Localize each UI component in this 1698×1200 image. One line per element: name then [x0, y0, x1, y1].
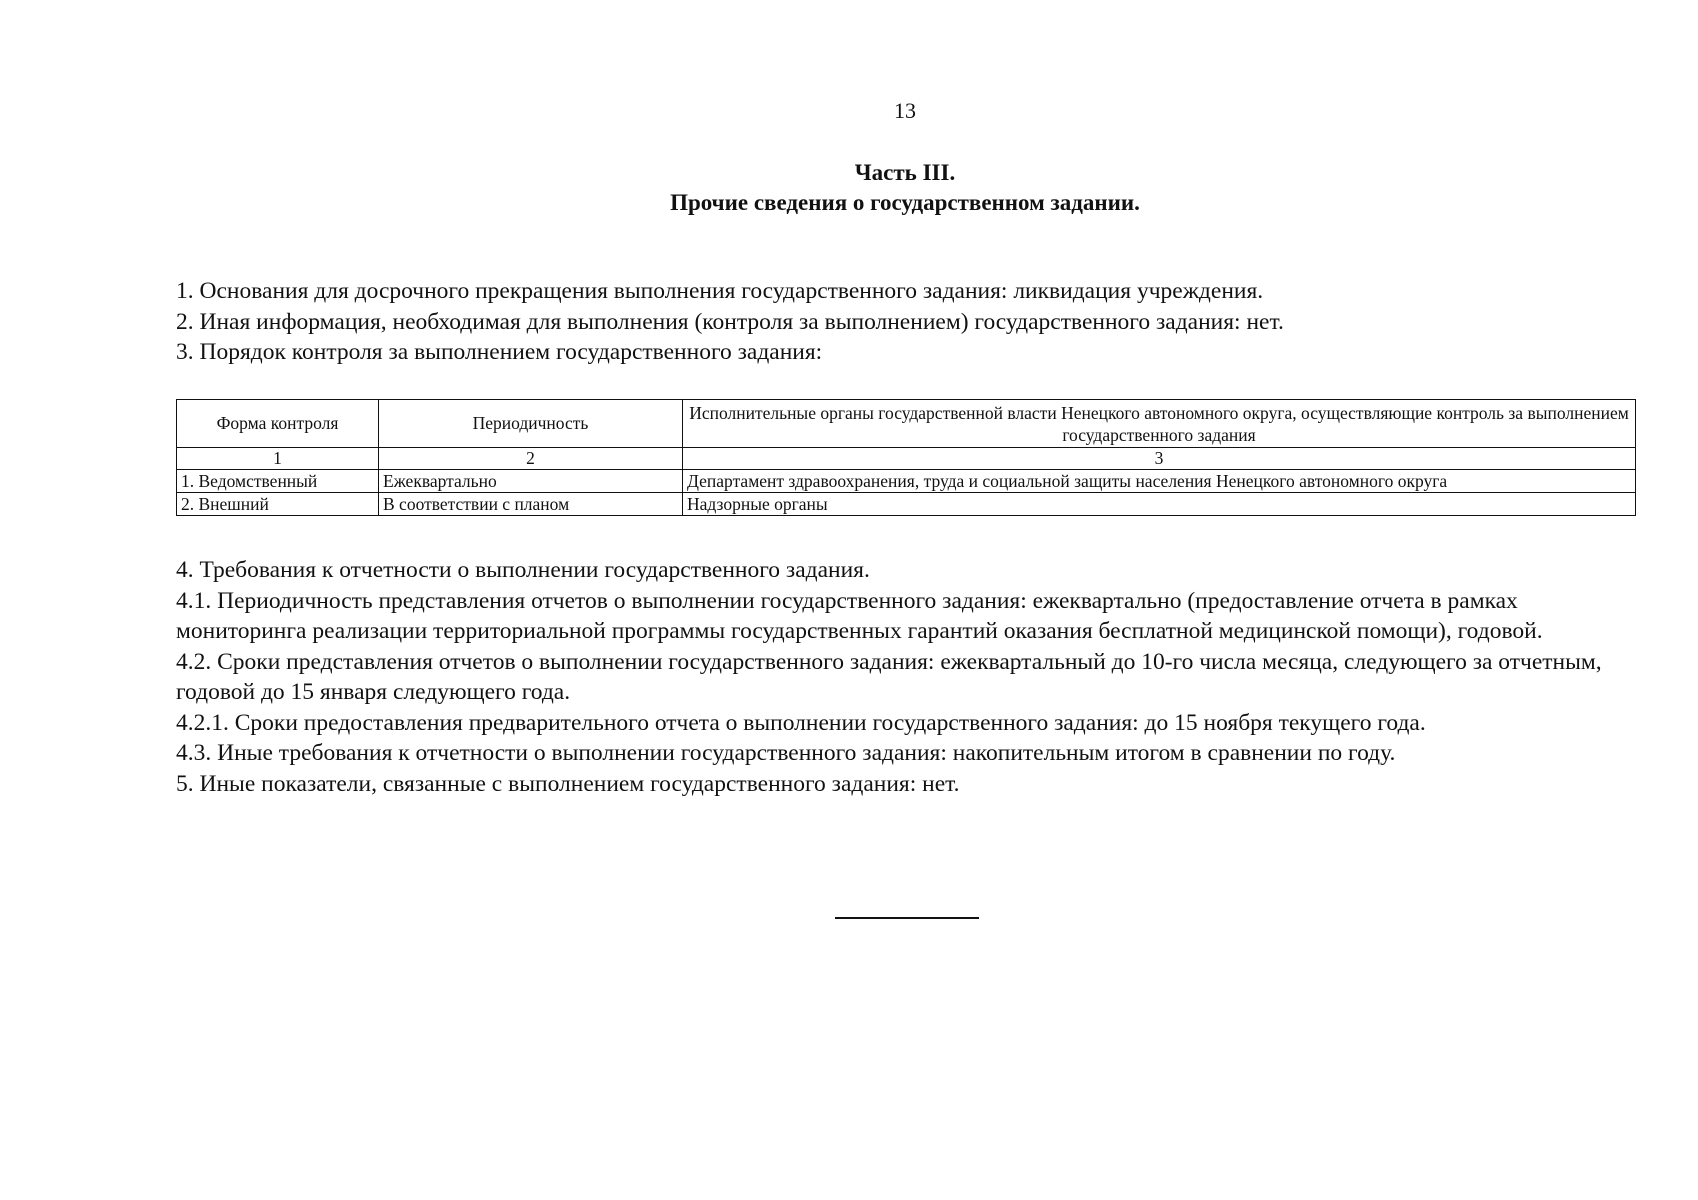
table-header-row [177, 400, 1636, 448]
table-row [177, 470, 1636, 493]
report-paragraph-5: 5. Иные показатели, связанные с выполнением государственного задания: нет. [176, 770, 960, 797]
control-table [176, 399, 1636, 516]
part-title-line1: Часть III. [854, 160, 956, 185]
column-number-1: 1 [177, 448, 379, 470]
table-cell-periodicity: Ежеквартально [379, 470, 683, 493]
report-paragraph-4: 4. Требования к отчетности о выполнении государственного задания. [176, 557, 870, 583]
table-cell-periodicity: В соответствии с планом [379, 493, 683, 516]
report-paragraph-4-3: 4.3. Иные требования к отчетности о выполнении государственного задания: накопительным итогом в сравнении по году. [176, 740, 1396, 766]
table-cell-control-form: 2. Внешний [177, 493, 379, 516]
paragraph-1: 1. Основания для досрочного прекращения выполнения государственного задания: ликвидация учреждения. [176, 278, 1264, 304]
part-title-line2: Прочие сведения о государственном задании. [670, 190, 1140, 215]
column-number-3: 3 [683, 448, 1636, 470]
header-periodicity: Периодичность [379, 400, 683, 448]
general-paragraphs [176, 276, 1646, 368]
report-requirements [176, 555, 1646, 799]
end-divider-line [835, 917, 979, 919]
part-title [0, 158, 1698, 218]
report-paragraph-4-2: 4.2. Сроки представления отчетов о выполнении государственного задания: ежеквартальный до 10-го числа месяца, следующего за отчетным, годовой до 15 января следующего года. [176, 648, 1602, 705]
table-cell-executive-body: Департамент здравоохранения, труда и социальной защиты населения Ненецкого автономного округа [683, 470, 1636, 493]
paragraph-2: 2. Иная информация, необходимая для выполнения (контроля за выполнением) государственного задания: нет. [176, 308, 1284, 335]
report-paragraph-4-1: 4.1. Периодичность представления отчетов о выполнении государственного задания: ежеквартально (предоставление отчета в рамках мониторинга реализации территориальной программы государственных гарантий оказания бесплатной медицинской помощи), годовой. [176, 587, 1543, 644]
report-paragraph-4-2-1: 4.2.1. Сроки предоставления предварительного отчета о выполнении государственного задания: до 15 ноября текущего года. [176, 709, 1426, 736]
paragraph-3: 3. Порядок контроля за выполнением государственного задания: [176, 339, 823, 365]
table-cell-executive-body: Надзорные органы [683, 493, 1636, 516]
page-number: 13 [894, 98, 916, 123]
header-control-form: Форма контроля [177, 400, 379, 448]
header-executive-bodies: Исполнительные органы государственной власти Ненецкого автономного округа, осуществляющие контроль за выполнением государственного задания [683, 400, 1636, 448]
column-number-row [177, 448, 1636, 470]
table-row [177, 493, 1636, 516]
table-cell-control-form: 1. Ведомственный [177, 470, 379, 493]
column-number-2: 2 [379, 448, 683, 470]
